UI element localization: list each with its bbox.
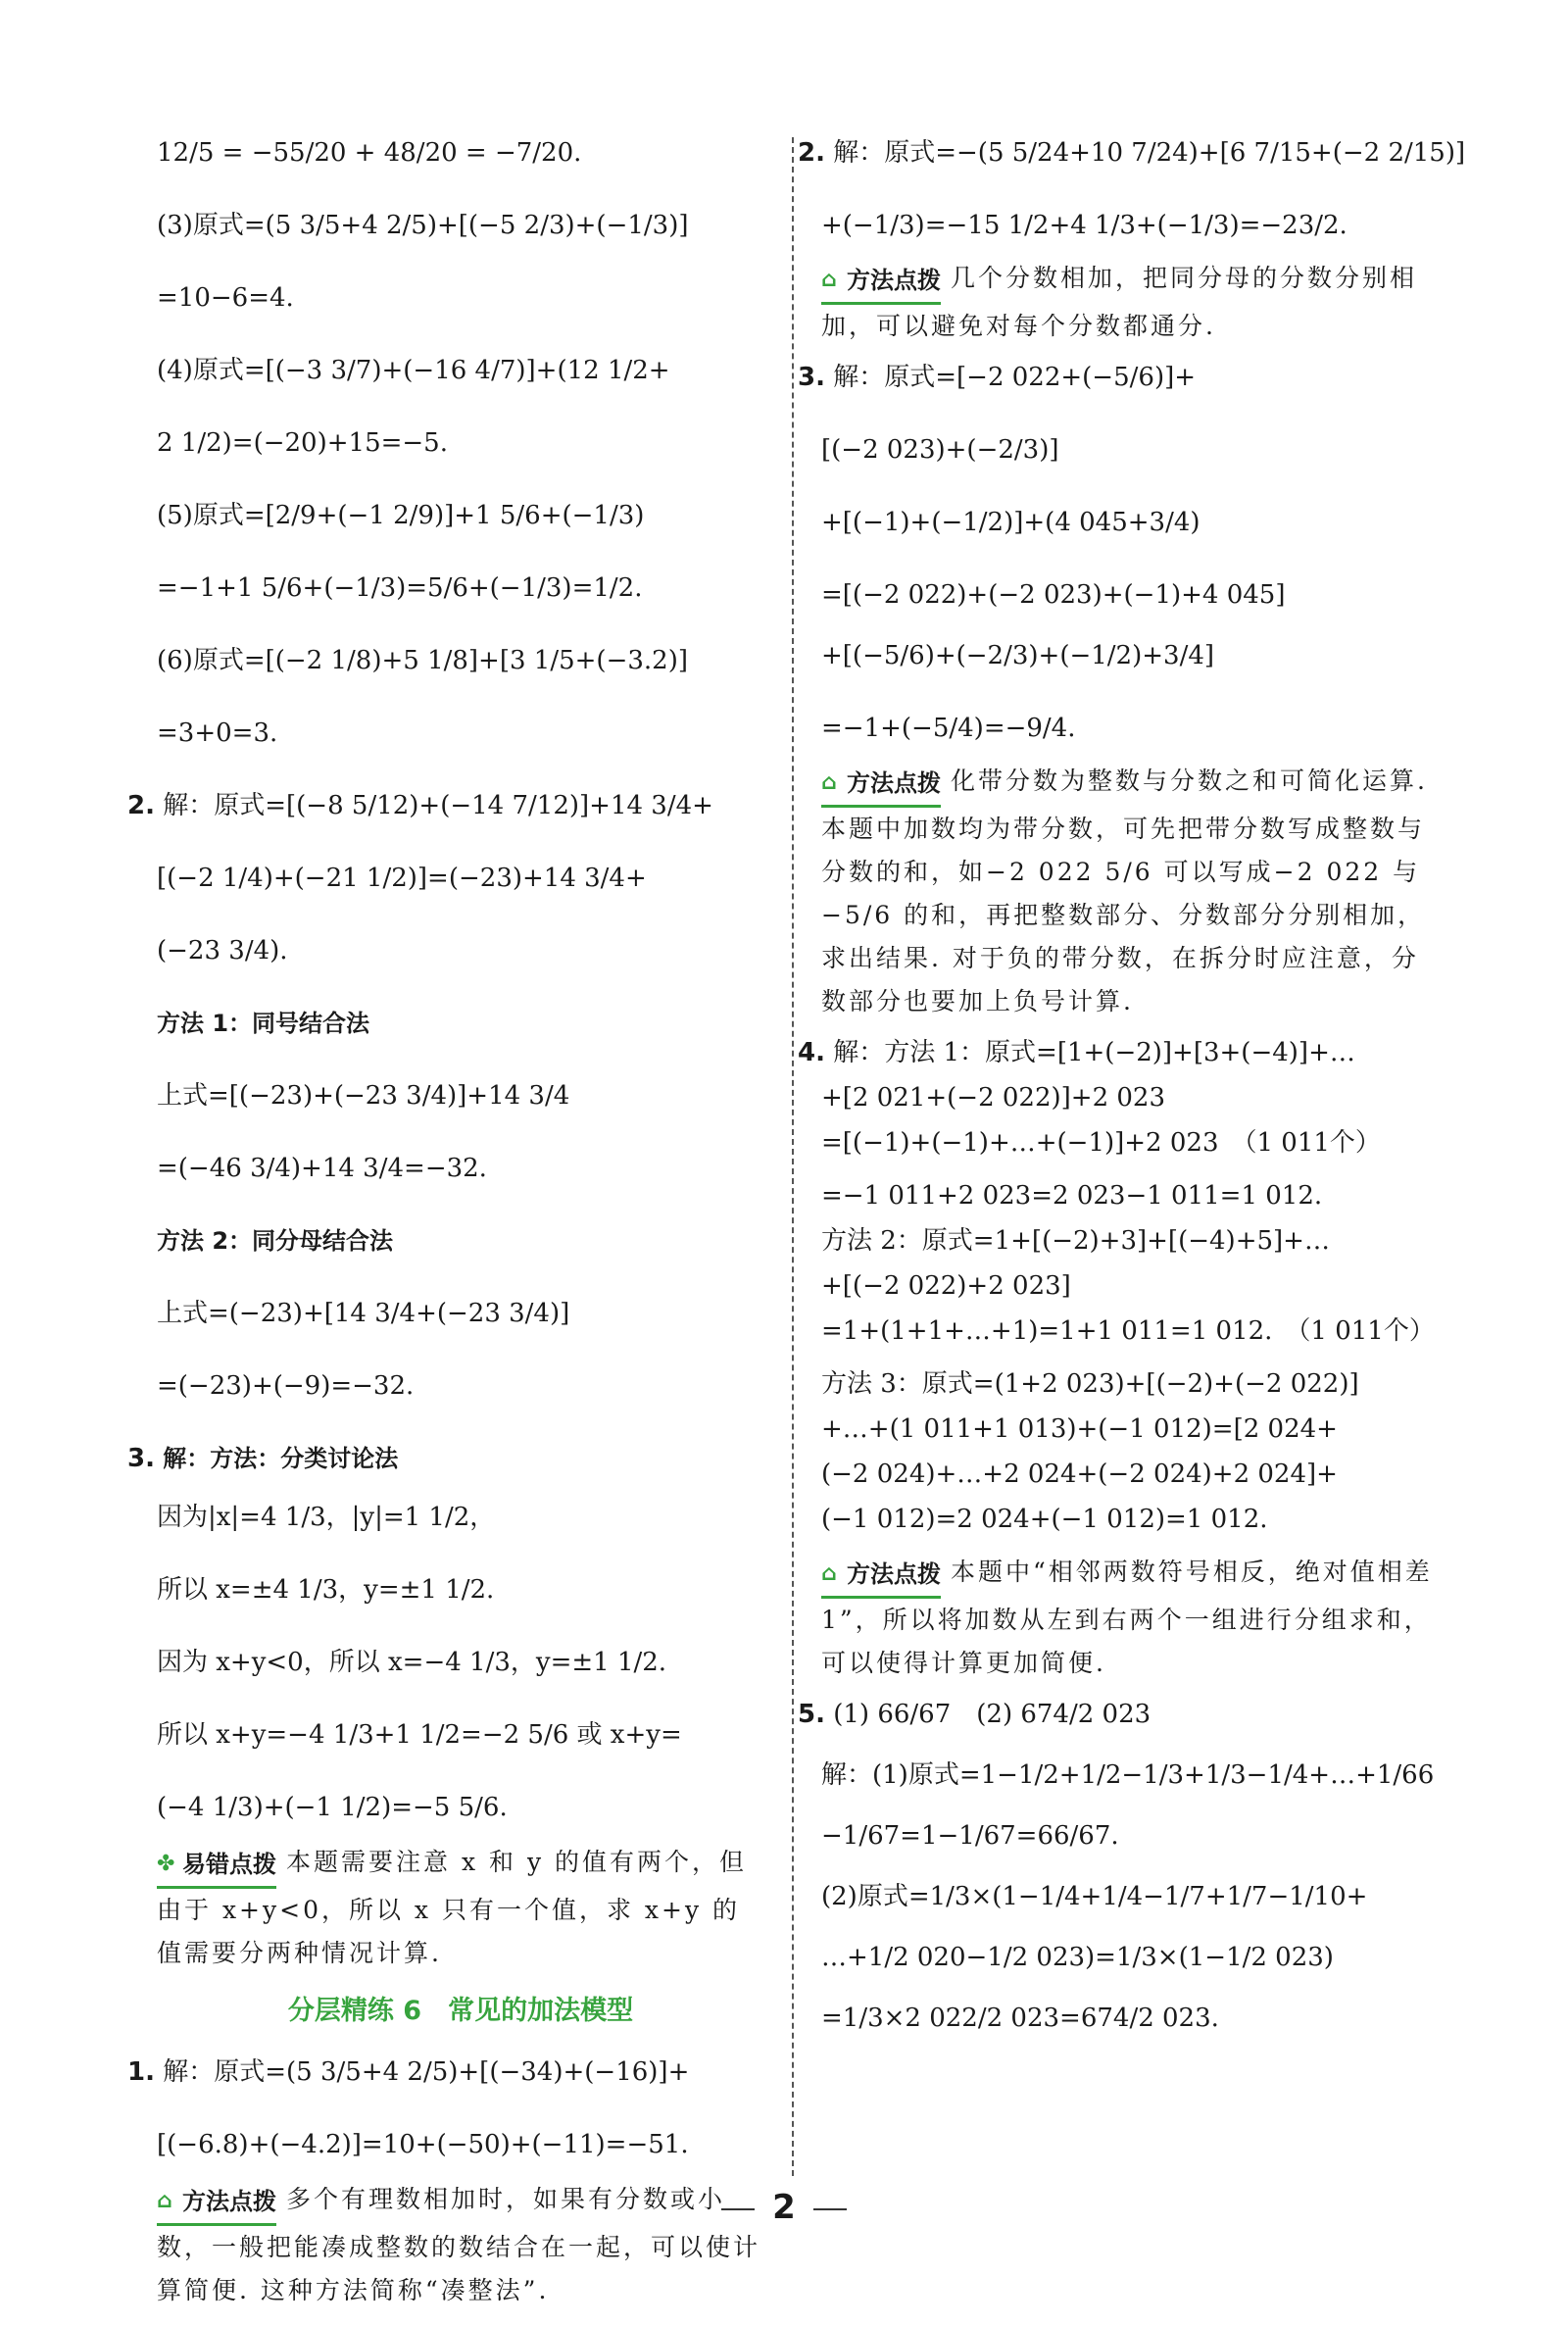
left-line-4: (4)原式=[(−3 3/7)+(−16 4/7)]+(12 1/2+ (157, 356, 670, 385)
q2-method1-title: 方法 1：同号结合法 (157, 1010, 370, 1037)
r-q3-number: 3. (798, 363, 825, 392)
r-q4-line-3: =[(−1)+(−1)+…+(−1)]+2 023 （1 011个） (821, 1128, 1381, 1158)
page-number: 2 (0, 2188, 1568, 2227)
left-line-2: (3)原式=(5 3/5+4 2/5)+[(−5 2/3)+(−1/3)] (157, 211, 689, 240)
r-q3-tip-label: 方法点拨 (847, 769, 941, 797)
q3-line-2: 所以 x=±4 1/3，y=±1 1/2. (157, 1575, 495, 1605)
r-q4-line-5: 方法 2：原式=1+[(−2)+3]+[(−4)+5]+… (821, 1226, 1330, 1256)
r-q4-tip-icon: ⌂ (821, 1561, 837, 1586)
r-q2-tip-label: 方法点拨 (847, 267, 941, 294)
r-q4-line-10: (−2 024)+…+2 024+(−2 024)+2 024]+ (821, 1460, 1338, 1489)
r-q4-line-6: +[(−2 022)+2 023] (821, 1271, 1071, 1301)
r-q5-line-1: 解：(1)原式=1−1/2+1/2−1/3+1/3−1/4+…+1/66 (821, 1760, 1435, 1790)
method-tip-text: 多个有理数相加时，如果有分数或小数，一般把能凑成整数的数结合在一起，可以使计算简便. 这种方法简称“凑整法”. (157, 2185, 761, 2304)
r-q3-line-1 (798, 362, 1441, 393)
r-q5-line-2: −1/67=1−1/67=66/67. (821, 1821, 1119, 1851)
r-q2-text-1: 解：原式=−(5 5/24+10 7/24)+[6 7/15+(−2 2/15)] (833, 138, 1466, 168)
r-q2-tip-text: 几个分数相加，把同分母的分数分别相加，可以避免对每个分数都通分. (821, 264, 1418, 340)
s1-line-1 (127, 2056, 764, 2088)
r-q4-line-8: 方法 3：原式=(1+2 023)+[(−2)+(−2 022)] (821, 1369, 1359, 1399)
r-q4-number: 4. (798, 1038, 825, 1067)
r-q2-method-tip (821, 257, 1441, 348)
q3-line-3: 因为 x+y<0，所以 x=−4 1/3，y=±1 1/2. (157, 1648, 667, 1677)
r-q2-tip-badge (821, 259, 941, 305)
r-q3-line-4: =[(−2 022)+(−2 023)+(−1)+4 045] (821, 580, 1286, 610)
left-line-3: =10−6=4. (157, 283, 294, 313)
q3-error-tip (157, 1841, 764, 1975)
q2-method2-line-2: =(−23)+(−9)=−32. (157, 1371, 415, 1401)
q3-number: 3. (127, 1444, 155, 1473)
s1-text-1: 解：原式=(5 3/5+4 2/5)+[(−34)+(−16)]+ (163, 2057, 690, 2087)
r-q4-tip-label: 方法点拨 (847, 1560, 941, 1588)
r-q4-line-7: =1+(1+1+…+1)=1+1 011=1 012. （1 011个） (821, 1316, 1435, 1346)
left-column (127, 137, 764, 2326)
r-q2-line-1 (798, 137, 1466, 169)
r-q4-line-1 (798, 1037, 1441, 1068)
left-line-6: (5)原式=[2/9+(−1 2/9)]+1 5/6+(−1/3) (157, 501, 645, 530)
left-line-8: (6)原式=[(−2 1/8)+5 1/8]+[3 1/5+(−3.2)] (157, 646, 688, 675)
r-q5-line-3: (2)原式=1/3×(1−1/4+1/4−1/7+1/7−1/10+ (821, 1882, 1368, 1911)
r-q4-tip-badge (821, 1553, 941, 1599)
r-q5-answer-line (798, 1699, 1441, 1730)
q3-line-1: 因为|x|=4 1/3，|y|=1 1/2， (157, 1503, 496, 1532)
r-q3-tip-badge (821, 762, 941, 808)
r-q5-number: 5. (798, 1700, 825, 1729)
r-q2-number: 2. (798, 138, 825, 168)
s1-line-2: [(−6.8)+(−4.2)]=10+(−50)+(−11)=−51. (157, 2130, 689, 2159)
section-title: 分层精练 6 常见的加法模型 (287, 1996, 634, 2026)
r-q3-line-6: =−1+(−5/4)=−9/4. (821, 714, 1076, 743)
r-q4-line-2: +[2 021+(−2 022)]+2 023 (821, 1083, 1166, 1113)
q3-line-4: 所以 x+y=−4 1/3+1 1/2=−2 5/6 或 x+y= (157, 1720, 682, 1750)
q3-title-line (127, 1443, 764, 1474)
q2-line-1 (127, 790, 764, 821)
r-q5-line-4: …+1/2 020−1/2 023)=1/3×(1−1/2 023) (821, 1943, 1334, 1972)
r-q3-line-5: +[(−5/6)+(−2/3)+(−1/2)+3/4] (821, 641, 1215, 670)
method-tip-icon: ⌂ (157, 2189, 172, 2213)
r-q4-text-1: 解：方法 1：原式=[1+(−2)]+[3+(−4)]+… (833, 1038, 1355, 1067)
q2-text-1: 解：原式=[(−8 5/12)+(−14 7/12)]+14 3/4+ (163, 791, 713, 820)
error-tip-text: 本题需要注意 x 和 y 的值有两个，但由于 x+y<0，所以 x 只有一个值，求 x+y 的值需要分两种情况计算. (157, 1848, 748, 1967)
r-q4-line-4: =−1 011+2 023=2 023−1 011=1 012. (821, 1181, 1323, 1211)
r-q2-line-2: +(−1/3)=−15 1/2+4 1/3+(−1/3)=−23/2. (821, 211, 1348, 240)
r-q3-line-3: +[(−1)+(−1/2)]+(4 045+3/4) (821, 508, 1200, 537)
q2-line-2: [(−2 1/4)+(−21 1/2)]=(−23)+14 3/4+ (157, 864, 647, 893)
r-q5-answer: (1) 66/67 (2) 674/2 023 (833, 1700, 1152, 1729)
r-q3-text-1: 解：原式=[−2 022+(−5/6)]+ (833, 363, 1197, 392)
left-line-5: 2 1/2)=(−20)+15=−5. (157, 428, 448, 458)
column-divider (792, 137, 794, 2176)
r-q4-line-9: +…+(1 011+1 013)+(−1 012)=[2 024+ (821, 1414, 1338, 1444)
r-q4-line-11: (−1 012)=2 024+(−1 012)=1 012. (821, 1505, 1268, 1534)
r-q5-line-5: =1/3×2 022/2 023=674/2 023. (821, 2004, 1219, 2033)
q3-title: 解：方法：分类讨论法 (163, 1445, 399, 1472)
left-line-7: =−1+1 5/6+(−1/3)=5/6+(−1/3)=1/2. (157, 573, 643, 603)
q3-line-5: (−4 1/3)+(−1 1/2)=−5 5/6. (157, 1793, 508, 1822)
left-line-1: 12/5 = −55/20 + 48/20 = −7/20. (157, 138, 582, 168)
q2-method2-title: 方法 2：同分母结合法 (157, 1227, 394, 1255)
q2-line-3: (−23 3/4). (157, 936, 288, 965)
r-q2-tip-icon: ⌂ (821, 268, 837, 292)
error-tip-badge (157, 1843, 276, 1889)
r-q3-line-2: [(−2 023)+(−2/3)] (821, 435, 1059, 465)
q2-number: 2. (127, 791, 155, 820)
s1-number: 1. (127, 2057, 155, 2087)
right-column (798, 137, 1466, 2075)
r-q3-method-tip (821, 760, 1441, 1023)
error-tip-label: 易错点拨 (182, 1851, 276, 1878)
r-q3-tip-icon: ⌂ (821, 770, 837, 795)
q2-method1-line-1: 上式=[(−23)+(−23 3/4)]+14 3/4 (157, 1081, 570, 1111)
left-line-9: =3+0=3. (157, 718, 278, 748)
error-tip-icon: ✤ (157, 1852, 175, 1876)
r-q3-tip-text: 化带分数为整数与分数之和可简化运算. 本题中加数均为带分数，可先把带分数写成整数与分数的和，如−2 022 5/6 可以写成−2 022 与 −5/6 的和，再把整数部分、分数部分分别相加，求出结果. 对于负的带分数，在拆分时应注意，分数部分也要加上负号计算. (821, 767, 1428, 1015)
r-q4-tip-text: 本题中“相邻两数符号相反，绝对值相差 1”，所以将加数从左到右两个一组进行分组求和，可以使得计算更加简便. (821, 1558, 1433, 1677)
method-tip-label: 方法点拨 (182, 2188, 276, 2215)
q2-method2-line-1: 上式=(−23)+[14 3/4+(−23 3/4)] (157, 1299, 570, 1328)
q2-method1-line-2: =(−46 3/4)+14 3/4=−32. (157, 1154, 487, 1183)
r-q4-method-tip (821, 1551, 1441, 1685)
